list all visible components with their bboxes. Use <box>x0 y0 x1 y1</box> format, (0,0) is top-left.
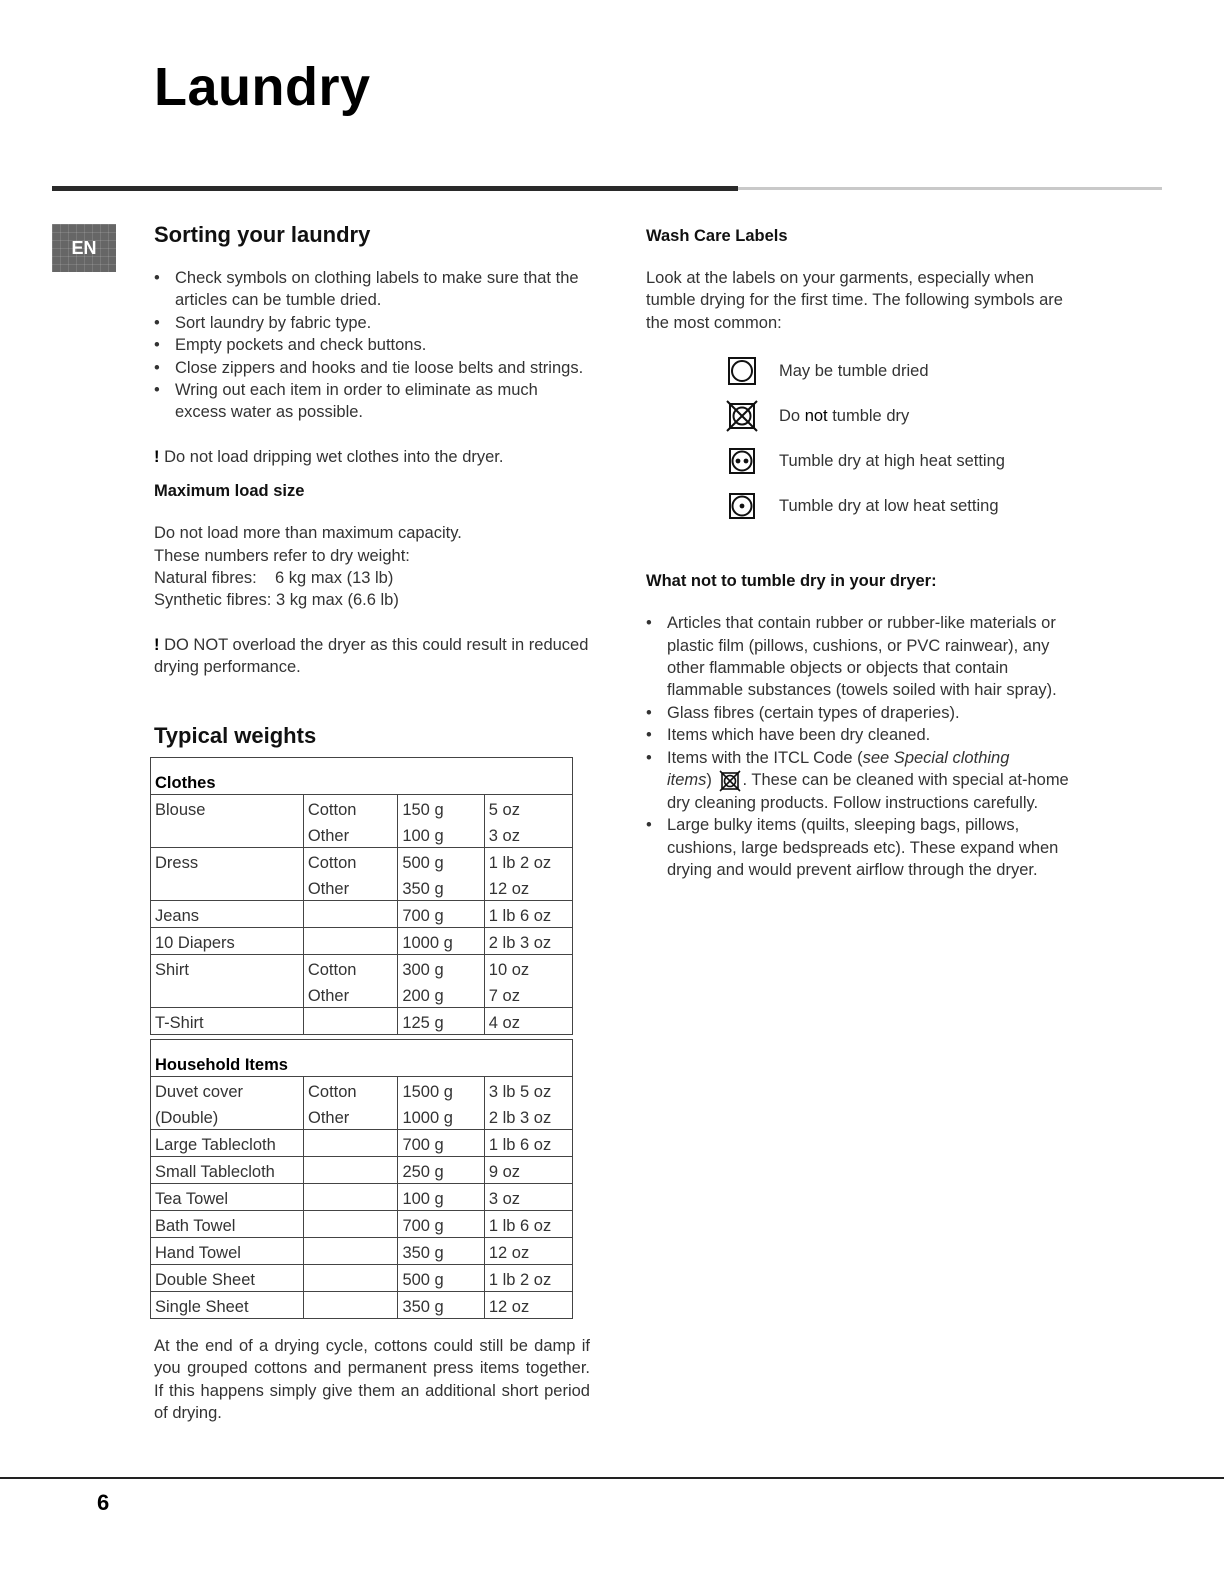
table-cell: 10 Diapers <box>151 927 304 954</box>
table-cell: Cotton <box>303 1076 397 1103</box>
table-cell: Bath Towel <box>151 1210 304 1237</box>
table-cell <box>303 1291 397 1318</box>
table-cell <box>303 1007 398 1034</box>
care-symbol-label: Do not tumble dry <box>779 406 910 425</box>
footer-rule <box>0 1477 1224 1479</box>
warning-mark: ! <box>154 447 160 466</box>
table-cell <box>303 1264 397 1291</box>
language-badge: EN <box>52 224 116 272</box>
page-number: 6 <box>97 1490 110 1515</box>
table-row <box>151 1291 573 1318</box>
what-not-heading: What not to tumble dry in your dryer: <box>646 572 937 591</box>
table-cell: Small Tablecloth <box>151 1156 304 1183</box>
table-cell: 1500 g <box>398 1076 484 1103</box>
table-cell: 700 g <box>398 1210 484 1237</box>
care-symbol-row <box>646 348 1086 393</box>
table-cell: Dress <box>151 847 304 874</box>
warning-text: DO NOT overload the dryer as this could result in reduced drying performance. <box>154 635 589 677</box>
table-row <box>151 1129 573 1156</box>
care-symbol-row <box>646 438 1086 483</box>
table-row <box>151 794 573 821</box>
table-cell: 100 g <box>398 821 484 848</box>
table-cell: 150 g <box>398 794 484 821</box>
care-symbol-list <box>646 348 1086 528</box>
table-cell <box>303 927 398 954</box>
table-cell: 300 g <box>398 954 484 981</box>
table-cell: Other <box>303 821 398 848</box>
header-rule-light <box>738 187 1162 190</box>
max-load-heading: Maximum load size <box>154 482 305 501</box>
list-item: • Sort laundry by fabric type. <box>154 312 590 334</box>
table-cell: 125 g <box>398 1007 484 1034</box>
list-item: • Items which have been dry cleaned. <box>646 724 1086 746</box>
table-cell: 100 g <box>398 1183 484 1210</box>
table-cell <box>151 981 304 1008</box>
table-cell: 200 g <box>398 981 484 1008</box>
table-cell: T-Shirt <box>151 1007 304 1034</box>
table-cell: Other <box>303 981 398 1008</box>
table-cell: Double Sheet <box>151 1264 304 1291</box>
table-cell <box>303 1183 397 1210</box>
table-row <box>151 1210 573 1237</box>
care-symbol-row <box>646 483 1086 528</box>
sorting-list <box>154 267 590 424</box>
table-cell <box>303 1210 397 1237</box>
table-row <box>151 981 573 1008</box>
table-cell: 1 lb 6 oz <box>484 1210 572 1237</box>
table-cell: 350 g <box>398 1291 484 1318</box>
table-cell: Cotton <box>303 794 398 821</box>
drying-footnote: At the end of a drying cycle, cottons could still be damp if you grouped cottons and permanent press items together. If this happens simply give them an additional short period of drying. <box>154 1336 590 1422</box>
table-cell: 1 lb 2 oz <box>484 1264 572 1291</box>
table-row <box>151 874 573 901</box>
table-cell: 4 oz <box>484 1007 572 1034</box>
care-symbol-label: May be tumble dried <box>779 361 929 380</box>
table-cell: Large Tablecloth <box>151 1129 304 1156</box>
wash-care-heading: Wash Care Labels <box>646 227 788 245</box>
table-cell: 3 oz <box>484 1183 572 1210</box>
table-cell <box>303 1129 397 1156</box>
table-row <box>151 847 573 874</box>
clothes-table-header: Clothes <box>151 757 573 794</box>
table-cell: Shirt <box>151 954 304 981</box>
table-row <box>151 1183 573 1210</box>
table-cell: 12 oz <box>484 874 572 901</box>
table-cell: 3 oz <box>484 821 572 848</box>
table-cell <box>151 821 304 848</box>
table-row <box>151 1103 573 1130</box>
clothes-table <box>150 757 573 1035</box>
typical-weights-heading: Typical weights <box>154 722 317 748</box>
list-item: • Check symbols on clothing labels to make sure that the articles can be tumble dried. <box>154 267 590 312</box>
table-cell: Blouse <box>151 794 304 821</box>
max-load-body <box>154 522 590 612</box>
table-cell <box>303 900 398 927</box>
table-cell: 700 g <box>398 900 484 927</box>
table-cell: 3 lb 5 oz <box>484 1076 572 1103</box>
tumble-dry-icon <box>726 355 758 387</box>
warning-text: Do not load dripping wet clothes into the dryer. <box>164 447 504 466</box>
table-cell: 250 g <box>398 1156 484 1183</box>
table-row <box>151 927 573 954</box>
table-cell: Jeans <box>151 900 304 927</box>
table-cell: (Double) <box>151 1103 304 1130</box>
table-cell: 1 lb 6 oz <box>484 1129 572 1156</box>
page-title: Laundry <box>154 57 371 117</box>
household-table <box>150 1039 573 1319</box>
itcl-code-icon <box>719 770 741 792</box>
table-cell: Other <box>303 874 398 901</box>
table-row <box>151 821 573 848</box>
table-cell: 12 oz <box>484 1291 572 1318</box>
table-cell: 500 g <box>398 1264 484 1291</box>
table-row <box>151 1007 573 1034</box>
natural-fibres: Natural fibres: 6 kg max (13 lb) <box>154 569 394 588</box>
table-cell: Hand Towel <box>151 1237 304 1264</box>
sorting-heading: Sorting your laundry <box>154 222 371 247</box>
right-column <box>646 225 1086 881</box>
left-column <box>154 220 590 1424</box>
table-cell: 1 lb 2 oz <box>484 847 572 874</box>
table-cell: 350 g <box>398 1237 484 1264</box>
table-cell: 7 oz <box>484 981 572 1008</box>
household-table-header: Household Items <box>151 1039 573 1076</box>
table-cell: 1000 g <box>398 1103 484 1130</box>
table-cell: Duvet cover <box>151 1076 304 1103</box>
table-cell: 1 lb 6 oz <box>484 900 572 927</box>
table-cell: 500 g <box>398 847 484 874</box>
table-row <box>151 1076 573 1103</box>
table-row <box>151 1237 573 1264</box>
table-row <box>151 900 573 927</box>
tumble-dry-low-heat-icon <box>726 490 758 522</box>
table-cell: 12 oz <box>484 1237 572 1264</box>
table-cell: 9 oz <box>484 1156 572 1183</box>
header-rule <box>52 186 738 191</box>
table-cell: 350 g <box>398 874 484 901</box>
table-row <box>151 1264 573 1291</box>
list-item: • Articles that contain rubber or rubber-like materials or plastic film (pillows, cushions, or PVC rainwear), any other flammable objects or objects that contain flammable substances (towels soiled with hair spray). <box>646 612 1086 702</box>
synthetic-fibres: Synthetic fibres: 3 kg max (6.6 lb) <box>154 591 399 610</box>
table-row <box>151 954 573 981</box>
sorting-warning <box>154 446 590 468</box>
do-not-tumble-dry-icon <box>726 400 758 432</box>
list-item: • Empty pockets and check buttons. <box>154 334 590 356</box>
table-cell: Cotton <box>303 847 398 874</box>
table-cell: 1000 g <box>398 927 484 954</box>
max-load-line: These numbers refer to dry weight: <box>154 546 410 565</box>
table-cell <box>303 1156 397 1183</box>
care-symbol-row <box>646 393 1086 438</box>
table-cell <box>151 874 304 901</box>
table-row <box>151 1156 573 1183</box>
wash-care-intro: Look at the labels on your garments, especially when tumble drying for the first time. The following symbols are the most common: <box>646 269 1063 332</box>
overload-warning <box>154 634 590 679</box>
list-item: • Items with the ITCL Code (see Special clothing items) . These can be cleaned with special at-home dry cleaning products. Follow instructions carefully. <box>646 747 1086 814</box>
warning-mark: ! <box>154 635 160 654</box>
list-item: • Close zippers and hooks and tie loose belts and strings. <box>154 357 590 379</box>
table-cell <box>303 1237 397 1264</box>
table-cell: 10 oz <box>484 954 572 981</box>
table-cell: 2 lb 3 oz <box>484 1103 572 1130</box>
table-cell: Other <box>303 1103 397 1130</box>
care-symbol-label: Tumble dry at low heat setting <box>779 496 999 515</box>
max-load-line: Do not load more than maximum capacity. <box>154 524 462 543</box>
list-item: • Large bulky items (quilts, sleeping bags, pillows, cushions, large bedspreads etc). These expand when drying and would prevent airflow through the dryer. <box>646 814 1086 881</box>
care-symbol-label: Tumble dry at high heat setting <box>779 451 1005 470</box>
table-cell: 700 g <box>398 1129 484 1156</box>
list-item: • Wring out each item in order to eliminate as much excess water as possible. <box>154 379 590 424</box>
table-cell: Cotton <box>303 954 398 981</box>
table-cell: Single Sheet <box>151 1291 304 1318</box>
table-cell: 5 oz <box>484 794 572 821</box>
table-cell: Tea Towel <box>151 1183 304 1210</box>
list-item: • Glass fibres (certain types of draperies). <box>646 702 1086 724</box>
table-cell: 2 lb 3 oz <box>484 927 572 954</box>
what-not-list <box>646 612 1086 881</box>
tumble-dry-high-heat-icon <box>726 445 758 477</box>
